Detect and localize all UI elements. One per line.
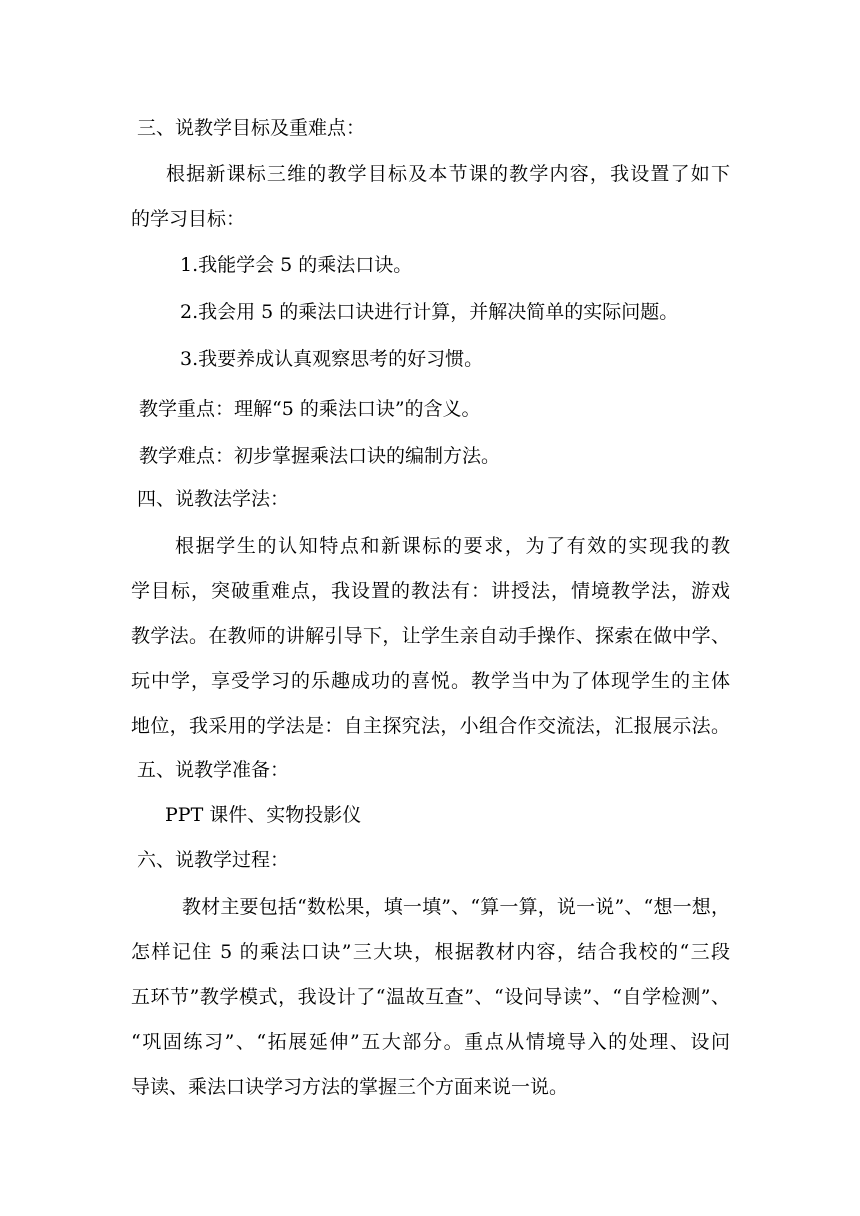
section-6-para-line-3: 五环节”教学模式，我设计了“温故互查”、“设问导读”、“自学检测”、 xyxy=(131,986,730,1008)
section-6-para-line-2: 怎样记住 5 的乘法口诀”三大块，根据教材内容，结合我校的“三段 xyxy=(131,941,730,963)
section-6-para-line-1: 教材主要包括“数松果，填一填”、“算一算，说一说”、“想一想， xyxy=(182,896,730,918)
section-4-para-line-1: 根据学生的认知特点和新课标的要求，为了有效的实现我的教 xyxy=(175,535,730,557)
section-4-para-line-4: 玩中学，享受学习的乐趣成功的喜悦。教学当中为了体现学生的主体 xyxy=(131,670,730,692)
section-6-para-line-4: “巩固练习”、“拓展延伸”五大部分。重点从情境导入的处理、设问 xyxy=(131,1031,730,1053)
key-point: 教学重点：理解“5 的乘法口诀”的含义。 xyxy=(139,398,481,420)
section-6-heading: 六、说教学过程： xyxy=(137,849,290,871)
section-5-content: PPT 课件、实物投影仪 xyxy=(165,804,362,826)
section-4-para-line-5: 地位，我采用的学法是：自主探究法，小组合作交流法，汇报展示法。 xyxy=(131,715,730,737)
section-3-intro-line-1: 根据新课标三维的教学目标及本节课的教学内容，我设置了如下 xyxy=(166,163,730,185)
difficulty-point: 教学难点：初步掌握乘法口诀的编制方法。 xyxy=(139,445,501,467)
goal-item-2: 2.我会用 5 的乘法口诀进行计算，并解决简单的实际问题。 xyxy=(180,301,679,323)
section-4-para-line-3: 教学法。在教师的讲解引导下，让学生亲自动手操作、探索在做中学、 xyxy=(131,625,730,647)
section-3-heading: 三、说教学目标及重难点： xyxy=(137,117,366,139)
section-6-para-line-5: 导读、乘法口诀学习方法的掌握三个方面来说一说。 xyxy=(131,1076,569,1098)
goal-item-3: 3.我要养成认真观察思考的好习惯。 xyxy=(180,348,484,370)
goal-item-1: 1.我能学会 5 的乘法口诀。 xyxy=(180,254,413,276)
section-4-para-line-2: 学目标，突破重难点，我设置的教法有：讲授法，情境教学法，游戏 xyxy=(131,580,730,602)
section-4-heading: 四、说教法学法： xyxy=(137,488,290,510)
section-3-intro-line-2: 的学习目标： xyxy=(131,208,246,230)
section-5-heading: 五、说教学准备： xyxy=(137,759,290,781)
